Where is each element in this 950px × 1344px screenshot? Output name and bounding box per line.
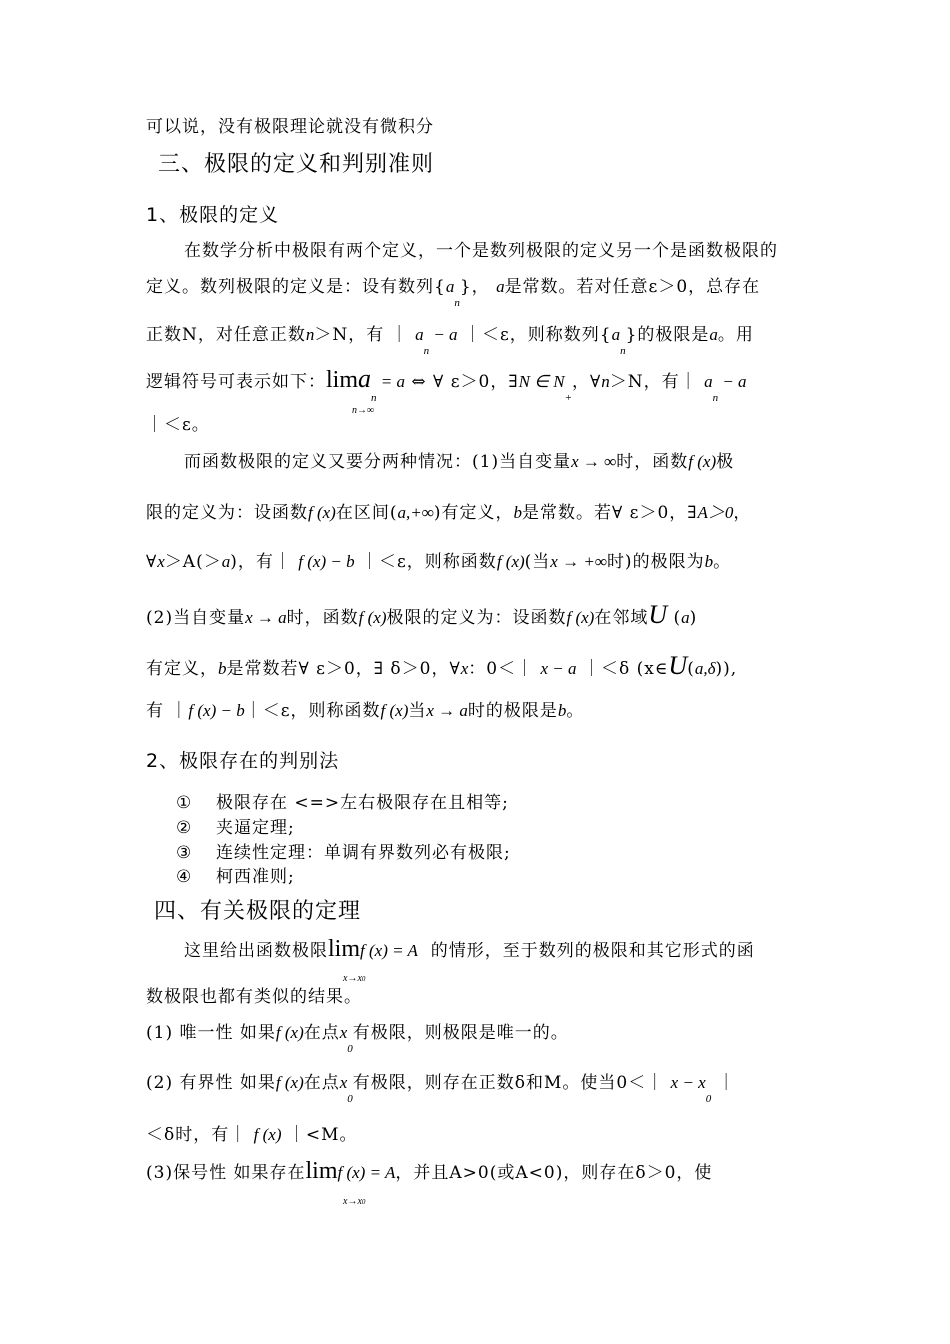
para1-line3: 正数N，对任意正数n＞N，有 ｜ $a_n - a$ ｜＜ε，则称数列$\{a_n\}$的极限是a。用	[146, 325, 754, 357]
criteria-item: ③ 连续性定理：单调有界数列必有极限;	[176, 843, 511, 863]
sec4-para-line1: 这里给出函数极限limf (x) = A 的情形，至于数列的极限和其它形式的函	[184, 936, 755, 962]
para1-line2: 定义。数列极限的定义是：设有数列$\{a_n\}$， a是常数。若对任意ε＞0，总存在	[146, 277, 761, 309]
para1-line5: ｜＜ε。	[146, 415, 210, 435]
para3-line2: 有定义，b是常数若∀ ε＞0，∃ δ＞0，∀x：0＜｜ x − a ｜＜δ (x∈U(a,δ)),	[146, 651, 738, 680]
intro-tail-text: 可以说，没有极限理论就没有微积分	[146, 117, 434, 137]
criteria-item: ① 极限存在 <=>左右极限存在且相等;	[176, 793, 509, 813]
para2-line2: 限的定义为：设函数f (x)在区间(a,+∞)有定义，b是常数。若∀ ε＞0，∃A＞0，	[146, 503, 752, 523]
para2-line3: ∀x＞A(＞a)，有｜ f (x) − b ｜＜ε，则称函数f (x)(当x → +∞时)的极限为b。	[146, 552, 732, 572]
theorem-boundedness-line2: ＜δ时，有｜ f (x) ｜<M。	[146, 1125, 358, 1145]
subsection-limit-definition-heading: 1、极限的定义	[146, 204, 280, 226]
section-three-heading: 三、极限的定义和判别准则	[158, 152, 435, 177]
theorem-boundedness-line1: (2) 有界性 如果f (x)在点$x_0$有极限，则存在正数δ和M。使当0＜｜ $x - x_0$ ｜	[146, 1073, 736, 1105]
theorem-sign-preservation: (3)保号性 如果存在limf (x) = A，并且A>0(或A<0)，则存在δ＞0，使	[146, 1158, 713, 1184]
para1-line1: 在数学分析中极限有两个定义，一个是数列极限的定义另一个是函数极限的	[184, 241, 778, 261]
section-four-heading: 四、有关极限的定理	[154, 899, 362, 924]
lim-subscript-x-x0: x→x0	[343, 1196, 366, 1207]
para3-line1: (2)当自变量x → a时，函数f (x)极限的定义为：设函数f (x)在邻域U (a)	[146, 600, 698, 629]
criteria-item: ④ 柯西准则;	[176, 867, 295, 887]
para3-line3: 有 ｜f (x) − b｜＜ε，则称函数f (x)当x → a时的极限是b。	[146, 701, 585, 721]
para1-line4: 逻辑符号可表示如下：lima$_n$ = a ⇔ ∀ ε＞0，∃N ∈ $N_+$，∀n＞N，有｜ $a_n - a$	[146, 364, 747, 404]
theorem-uniqueness: (1) 唯一性 如果f (x)在点$x_0$有极限，则极限是唯一的。	[146, 1023, 569, 1055]
lim-subscript-n-inf: n→∞	[352, 405, 375, 416]
sec4-para-line2: 数极限也都有类似的结果。	[146, 987, 362, 1007]
criteria-item: ② 夹逼定理;	[176, 818, 295, 838]
subsection-criteria-heading: 2、极限存在的判别法	[146, 750, 340, 772]
lim-subscript-x-x0: x→x0	[343, 973, 366, 984]
para2-line1: 而函数极限的定义又要分两种情况：(1)当自变量x → ∞时，函数f (x)极	[184, 452, 735, 472]
